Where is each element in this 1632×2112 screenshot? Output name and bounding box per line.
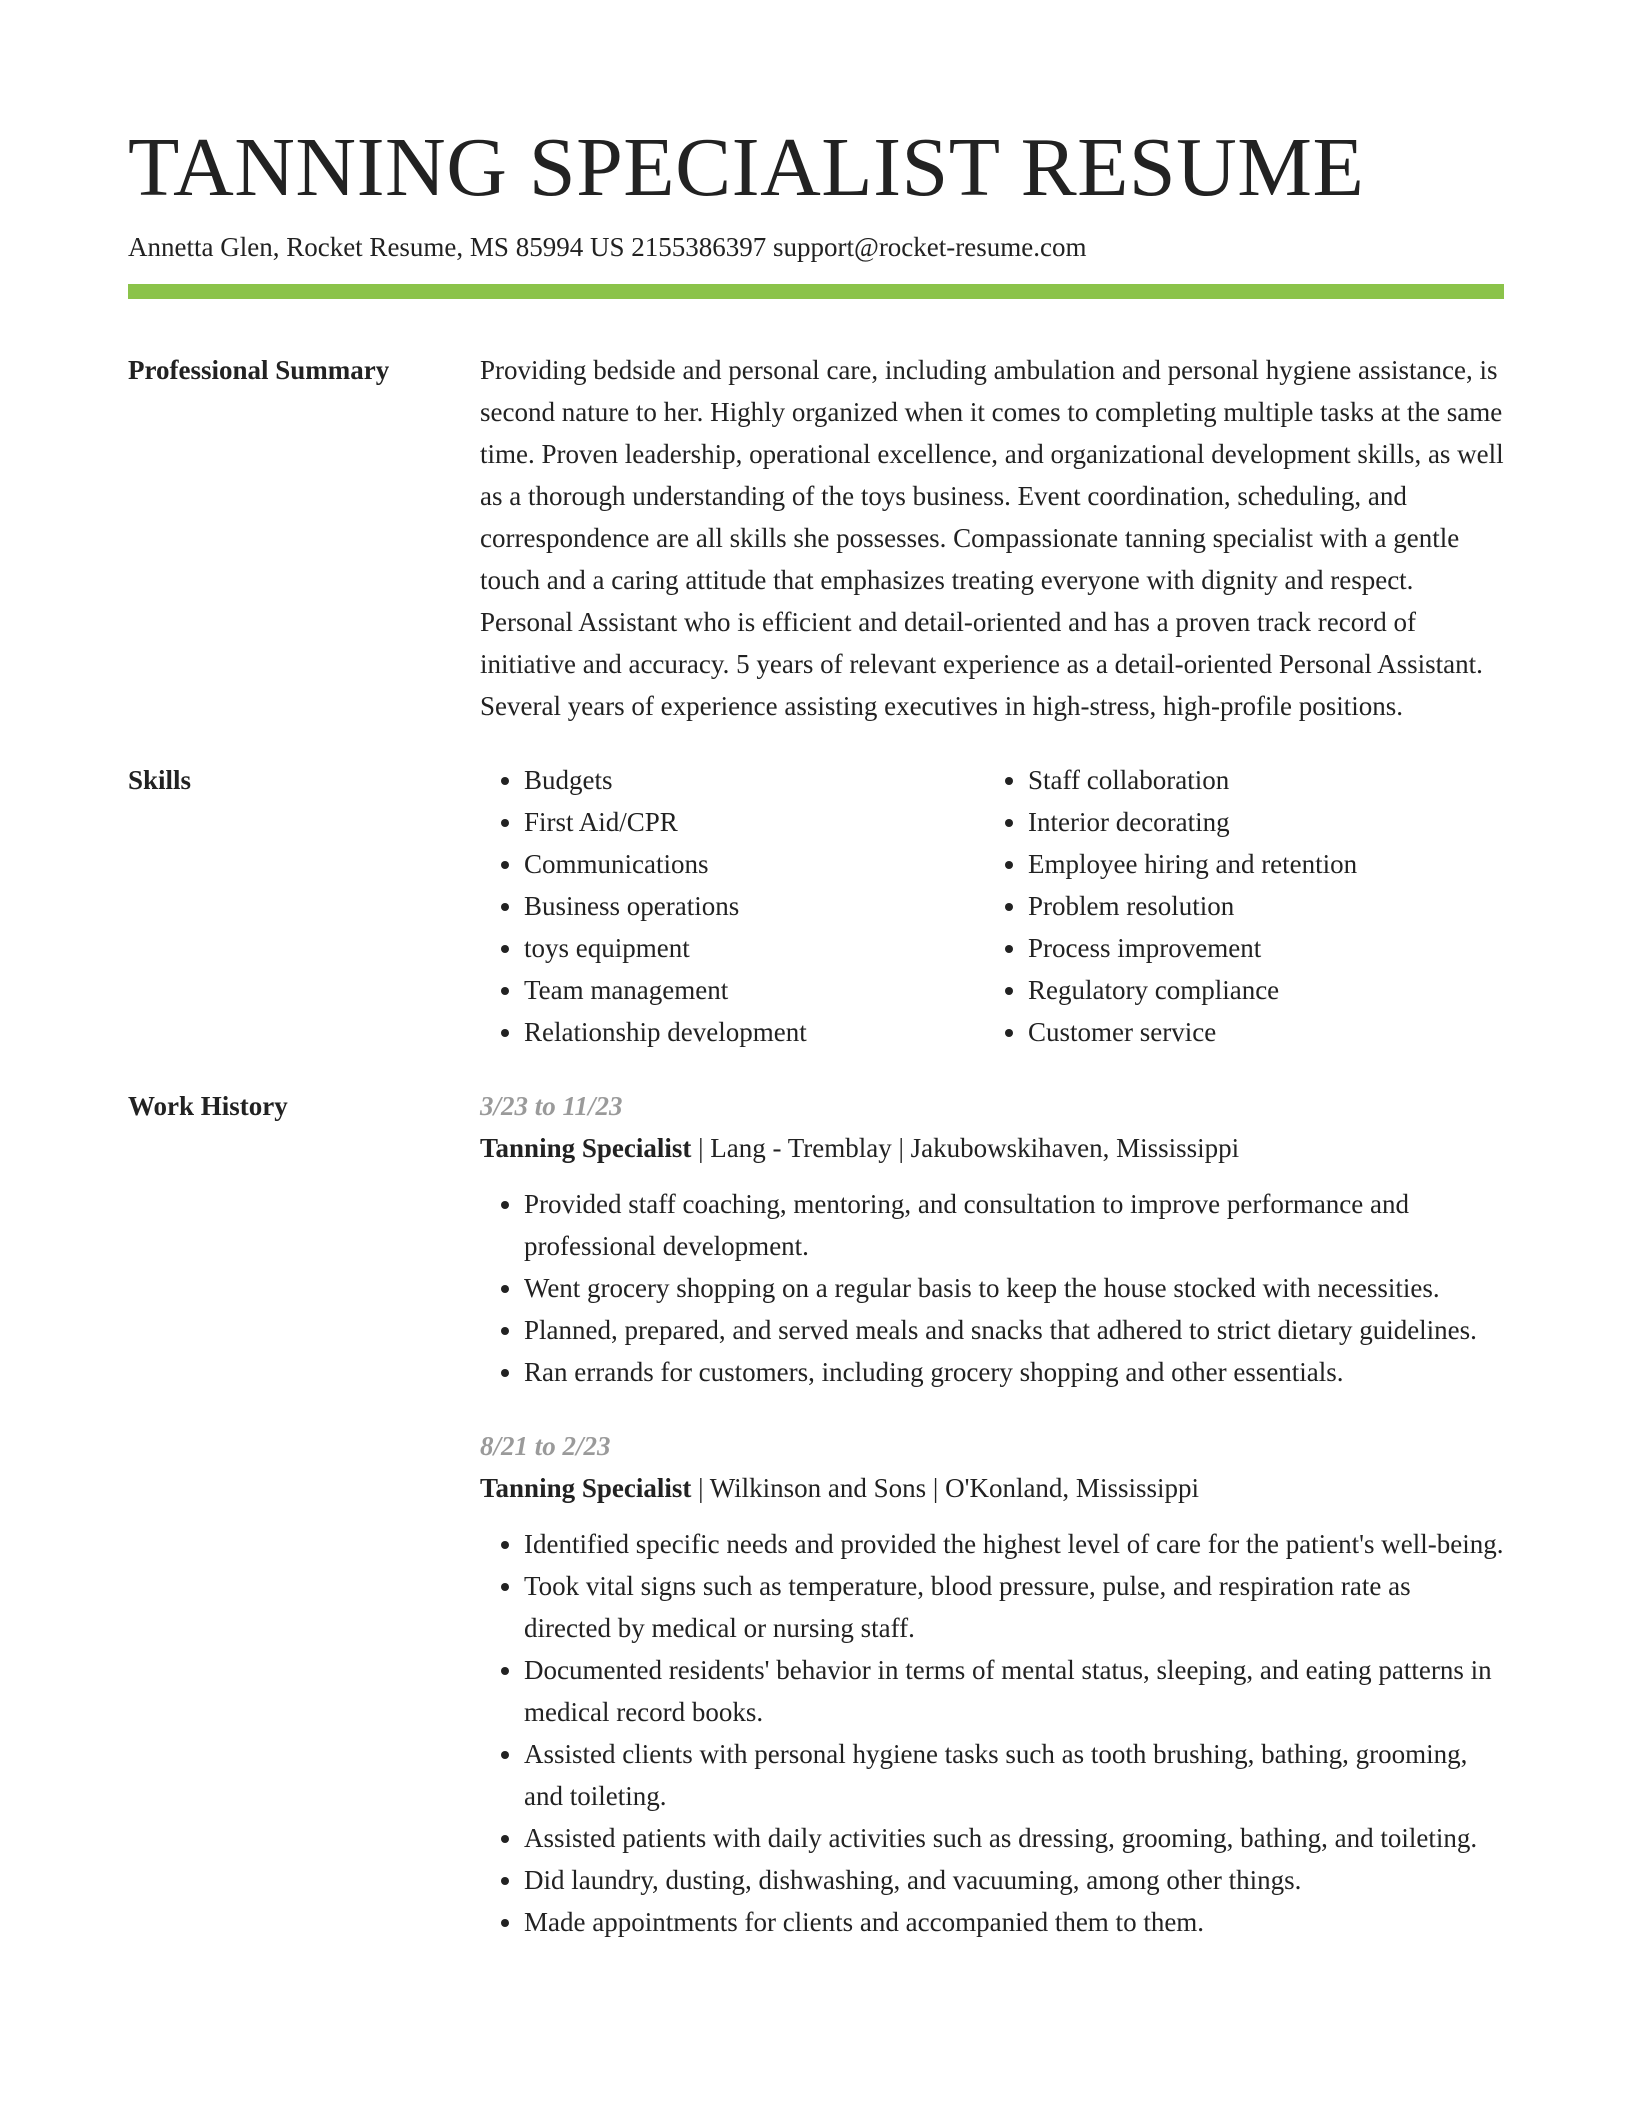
skill-item: • Problem resolution [1028,885,1488,927]
skills-list-right [984,759,1488,1053]
summary-body [480,349,1504,727]
skill-item: • Interior decorating [1028,801,1488,843]
summary-heading: Professional Summary [128,355,390,385]
skills-list-left [480,759,984,1053]
job-heading [480,1127,1504,1169]
job-employer-location: | Lang - Tremblay | Jakubowskihaven, Mississippi [691,1133,1240,1163]
job-bullet: • Did laundry, dusting, dishwashing, and vacuuming, among other things. [524,1859,1504,1901]
skill-item: • toys equipment [524,927,984,969]
skills-section [128,759,1504,1053]
job-bullet: • Assisted clients with personal hygiene tasks such as tooth brushing, bathing, grooming, and toileting. [524,1733,1504,1817]
job-bullet: • Provided staff coaching, mentoring, and consultation to improve performance and professional development. [524,1183,1504,1267]
skills-heading: Skills [128,765,192,795]
skills-columns [480,759,1504,1053]
skill-item: • Communications [524,843,984,885]
skill-item: • Employee hiring and retention [1028,843,1488,885]
job-bullet: • Planned, prepared, and served meals and snacks that adhered to strict dietary guidelines. [524,1309,1504,1351]
job-bullets [480,1523,1504,1943]
job-bullet: • Assisted patients with daily activities such as dressing, grooming, bathing, and toileting. [524,1817,1504,1859]
skill-item: • Customer service [1028,1011,1488,1053]
job-entry [480,1425,1504,1943]
job-bullet: • Ran errands for customers, including grocery shopping and other essentials. [524,1351,1504,1393]
job-entry [480,1085,1504,1393]
skill-item: • First Aid/CPR [524,801,984,843]
skill-item: • Regulatory compliance [1028,969,1488,1011]
skill-item: • Business operations [524,885,984,927]
resume-page [128,118,1504,1943]
job-bullet: • Documented residents' behavior in terms of mental status, sleeping, and eating patterns in medical record books. [524,1649,1504,1733]
job-title: Tanning Specialist [480,1473,692,1503]
job-bullet: • Made appointments for clients and accompanied them to them. [524,1901,1504,1943]
skill-item: • Process improvement [1028,927,1488,969]
resume-title: TANNING SPECIALIST RESUME [128,121,1365,214]
summary-section [128,349,1504,727]
job-bullet: • Identified specific needs and provided the highest level of care for the patient's well-being. [524,1523,1504,1565]
skill-item: • Staff collaboration [1028,759,1488,801]
skills-body [480,759,1504,1053]
job-bullets [480,1183,1504,1393]
contact-line: Annetta Glen, Rocket Resume, MS 85994 US 2155386397 support@rocket-resume.com [128,232,1087,262]
job-title: Tanning Specialist [480,1133,692,1163]
work-history-heading: Work History [128,1091,288,1121]
job-employer-location: | Wilkinson and Sons | O'Konland, Mississippi [691,1473,1199,1503]
skill-item: • Relationship development [524,1011,984,1053]
skill-item: • Team management [524,969,984,1011]
job-heading [480,1467,1504,1509]
job-dates: 8/21 to 2/23 [480,1431,611,1461]
work-history-section [128,1085,1504,1943]
accent-divider [128,284,1504,299]
job-bullet: • Took vital signs such as temperature, blood pressure, pulse, and respiration rate as directed by medical or nursing staff. [524,1565,1504,1649]
skill-item: • Budgets [524,759,984,801]
job-dates: 3/23 to 11/23 [480,1091,623,1121]
job-bullet: • Went grocery shopping on a regular basis to keep the house stocked with necessities. [524,1267,1504,1309]
summary-text: Providing bedside and personal care, including ambulation and personal hygiene assistance, is second nature to her. Highly organized when it comes to completing multiple tasks at the same time. Proven leadership, operational excellence, and organizational development skills, as well as a thorough understanding of the toys business. Event coordination, scheduling, and correspondence are all skills she possesses. Compassionate tanning specialist with a gentle touch and a caring attitude that emphasizes treating everyone with dignity and respect. Personal Assistant who is efficient and detail-oriented and has a proven track record of initiative and accuracy. 5 years of relevant experience as a detail-oriented Personal Assistant. Several years of experience assisting executives in high-stress, high-profile positions. [480,355,1504,721]
work-history-body [480,1085,1504,1943]
